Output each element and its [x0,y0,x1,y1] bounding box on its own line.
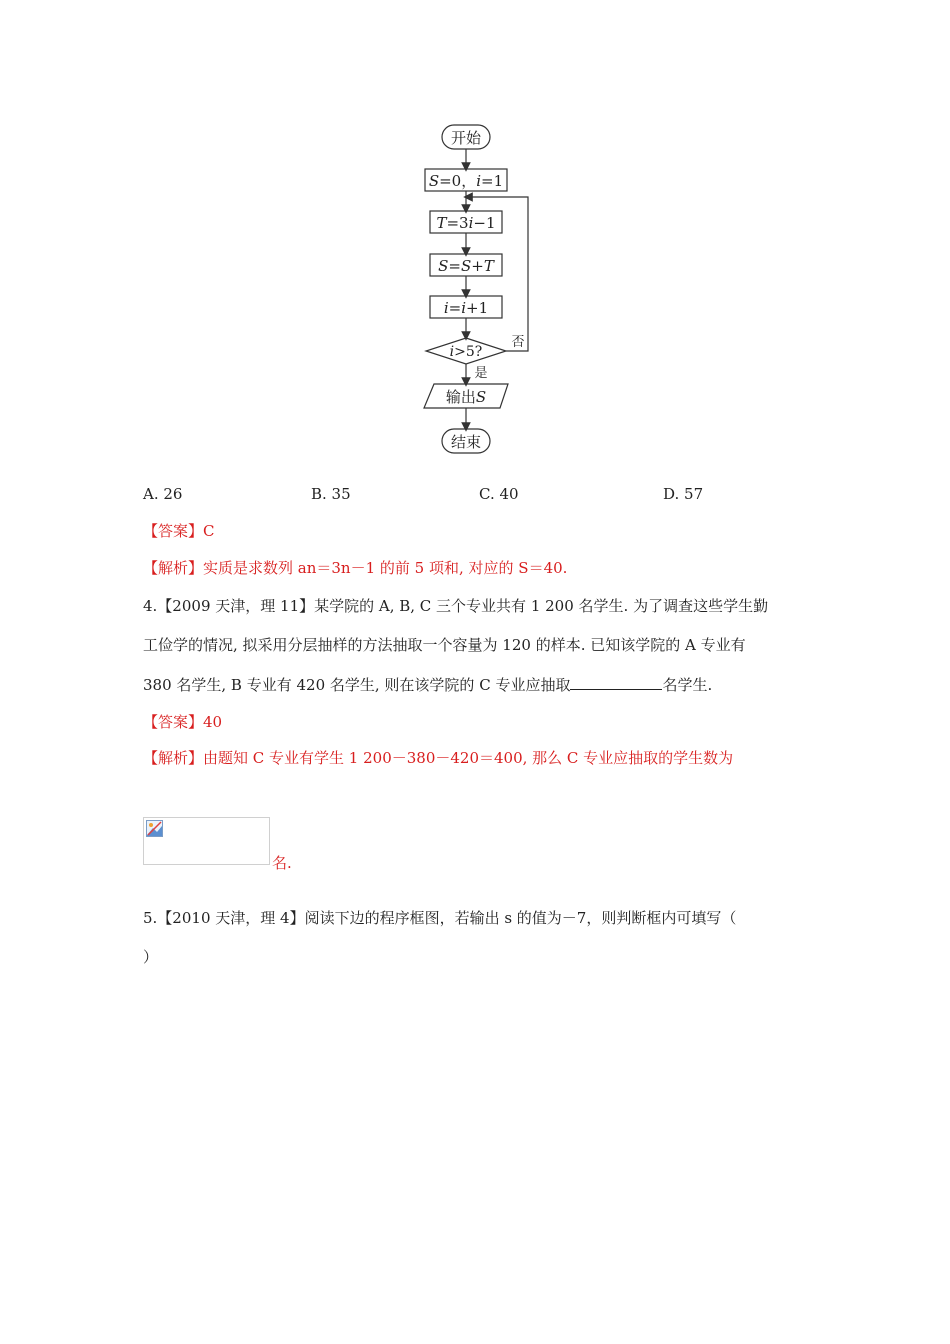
q4-line3: 380 名学生, B 专业有 420 名学生, 则在该学院的 C 专业应抽取 名学生. [143,676,713,694]
q5-line2: ） [143,948,159,966]
q4-line2: 工俭学的情况, 拟采用分层抽样的方法抽取一个容量为 120 的样本. 已知该学院的 A 专业有 [143,636,746,654]
condition-label: i>5? [449,344,483,360]
q3-analysis: 【解析】实质是求数列 an＝3n－1 的前 5 项和, 对应的 S＝40. [143,559,568,577]
option-d: D. 57 [663,485,704,503]
i-label: i=i+1 [443,299,489,317]
q3-answer: 【答案】C [143,522,215,540]
start-label: 开始 [450,129,482,147]
q4-tail: 名. [272,854,292,872]
end-label: 结束 [450,433,482,451]
answer-blank [570,675,662,690]
s-label: S=S+T [438,257,494,275]
output-label: 输出S [445,388,487,406]
q4-answer: 【答案】40 [143,713,223,731]
flowchart [410,120,550,460]
option-c: C. 40 [479,485,519,503]
t-label: T=3i−1 [436,214,496,232]
q4-analysis: 【解析】由题知 C 专业有学生 1 200－380－420＝400, 那么 C 专业应抽取的学生数为 [143,749,734,767]
no-label: 否 [511,335,525,350]
q4-line1: 4.【2009 天津，理 11】某学院的 A, B, C 三个专业共有 1 200 名学生. 为了调查这些学生勤 [143,597,769,615]
option-b: B. 35 [311,485,351,503]
broken-image-icon [146,820,163,837]
init-label: S=0，i=1 [428,172,504,190]
q5-line1: 5.【2010 天津，理 4】阅读下边的程序框图，若输出 s 的值为－7，则判断框内可填写（ [143,909,737,927]
broken-image [143,817,270,865]
option-a: A. 26 [143,485,183,503]
yes-label: 是 [474,366,488,381]
